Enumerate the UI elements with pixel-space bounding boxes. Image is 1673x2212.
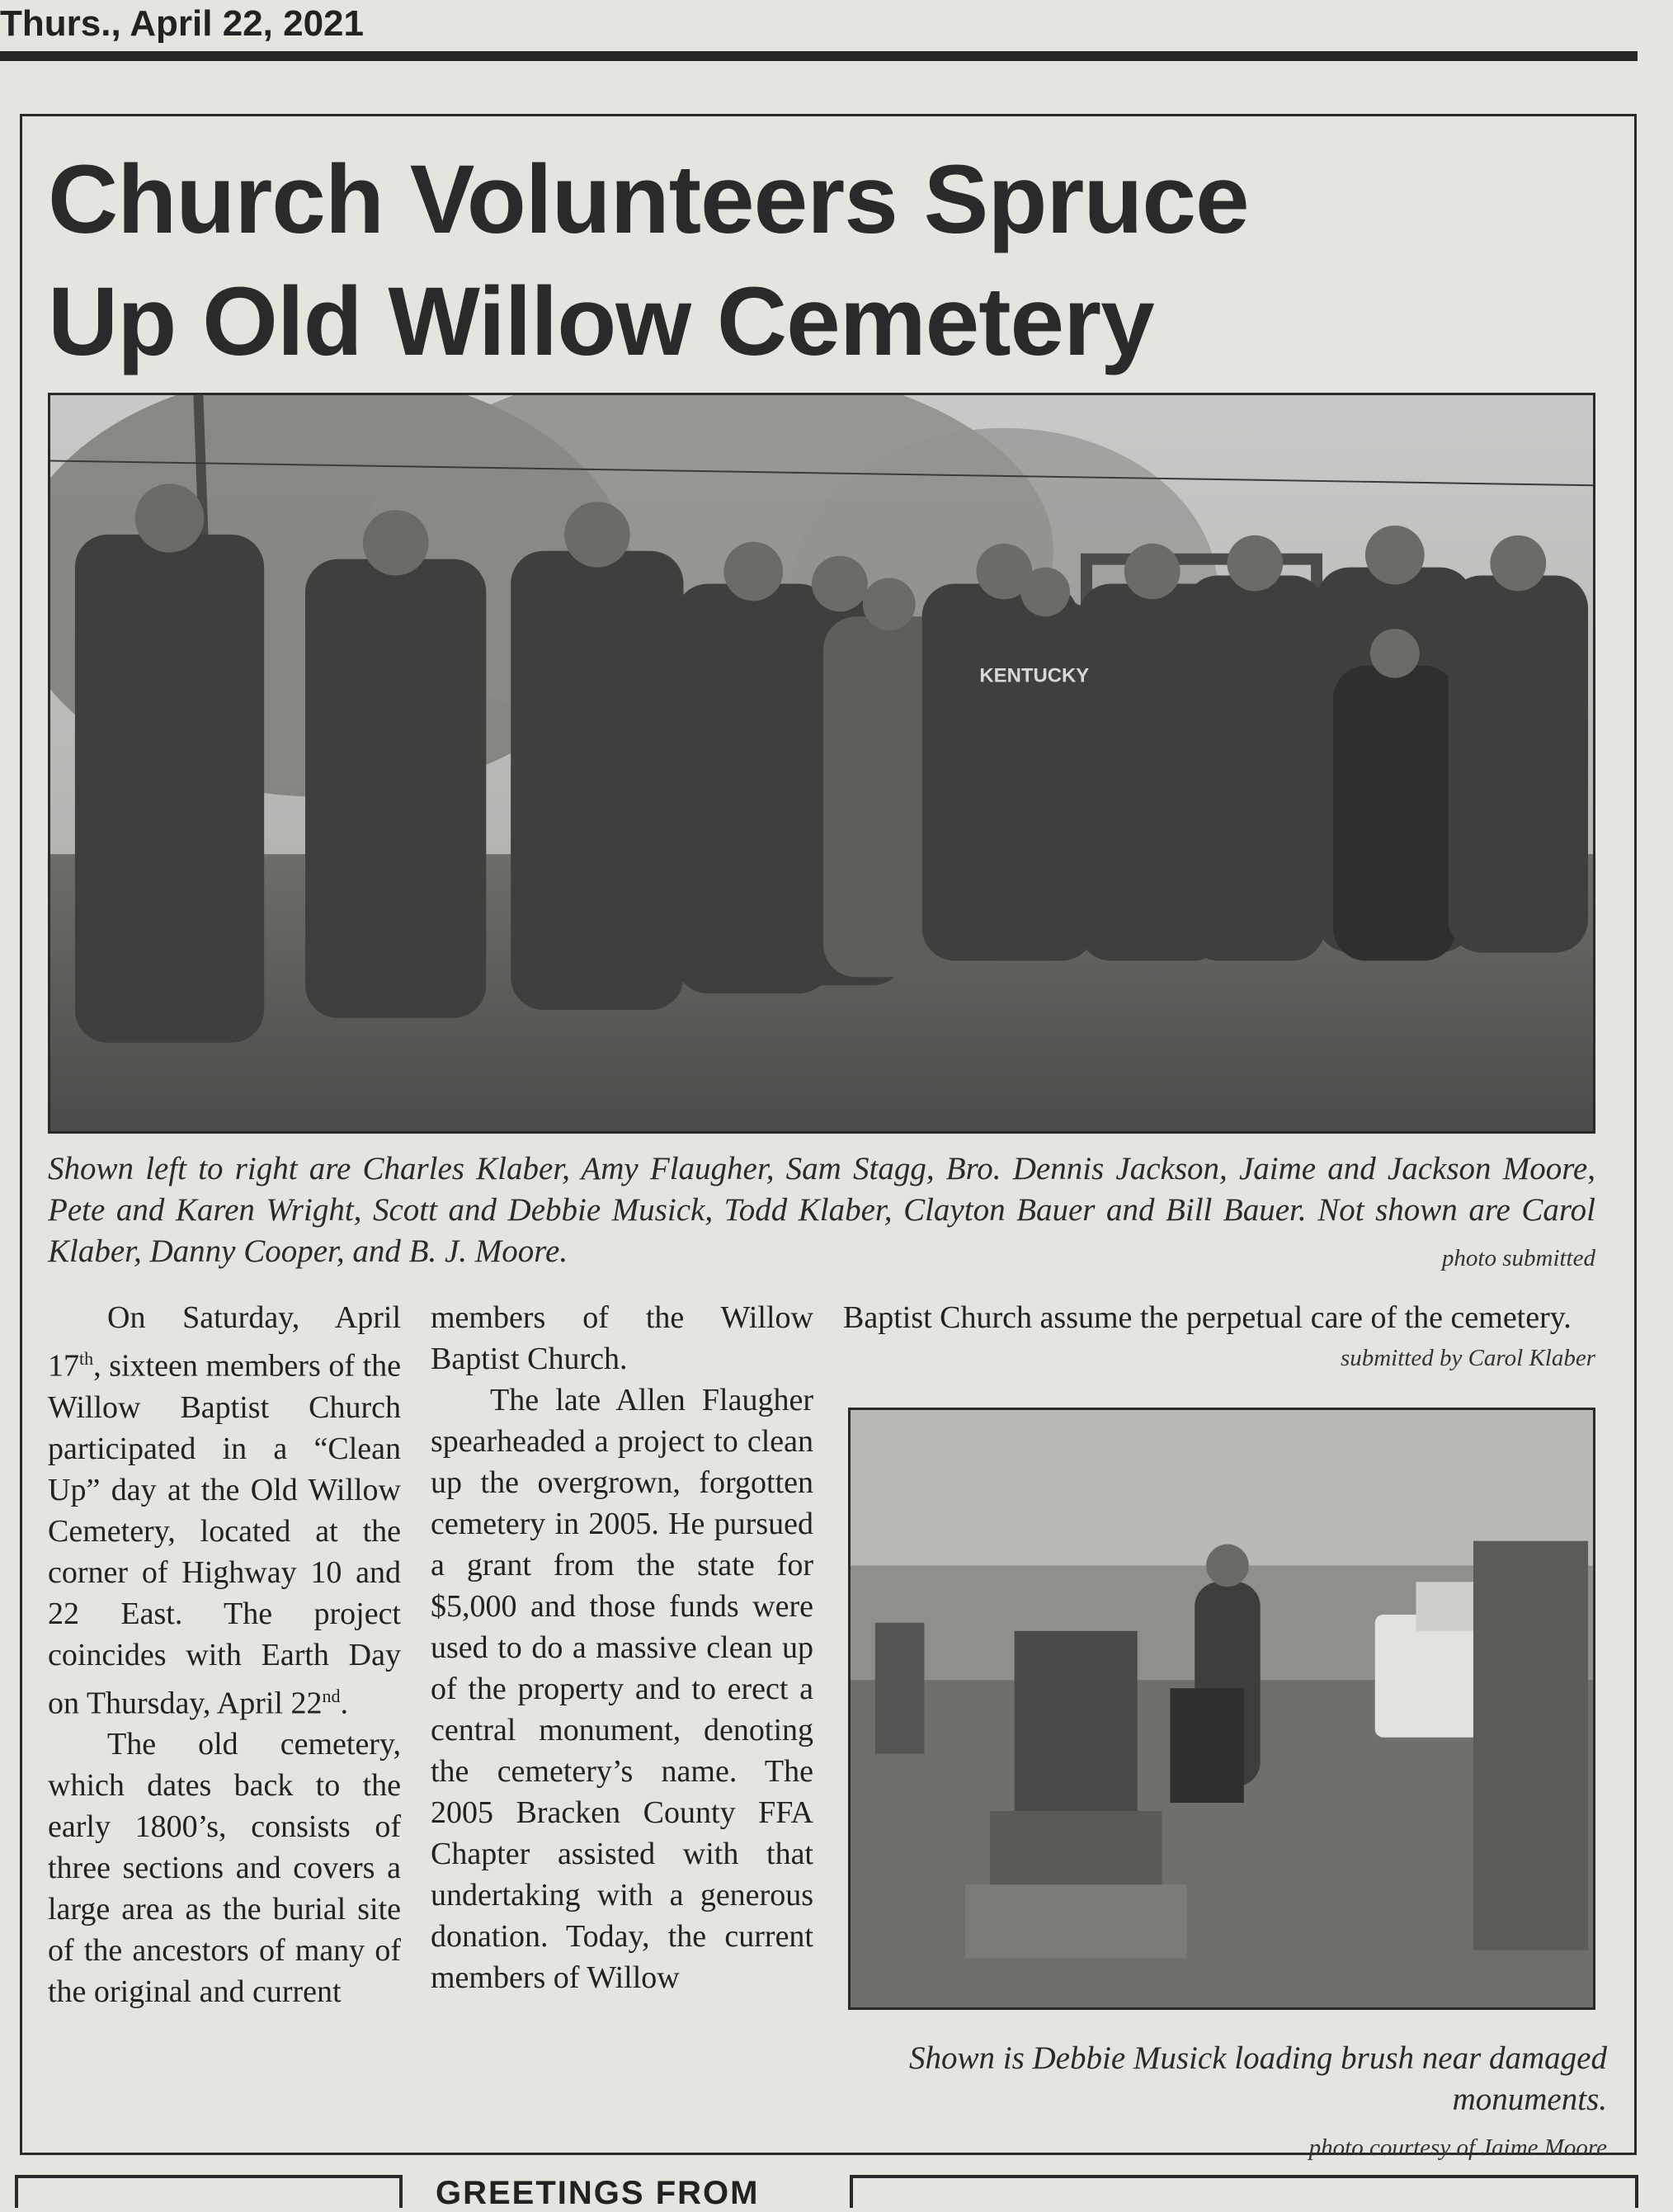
- article-column-3: [843, 1297, 1595, 1338]
- kentucky-shirt-text: KENTUCKY: [979, 664, 1090, 687]
- article-paragraph-1: On Saturday, April 17th, sixteen members of the Willow Baptist Church participated in a “Clean Up” day at the Old Willow Cemetery, located at the corner of Highway 10 and 22 East. The project coincides with Earth Day on Thursday, April 22nd.: [48, 1300, 401, 1721]
- group-photo-caption: [48, 1148, 1595, 1279]
- article-paragraph-3: The late Allen Flaugher spearheaded a project to clean up the overgrown, forgotten cemetery in 2005. He pursued a grant from the state for $5,000 and those funds were used to do a massive clean up of the property and to erect a central monument, denoting the cemetery’s name. The 2005 Bracken County FFA Chapter assisted with that undertaking with a generous donation. Today, the current members of Willow: [431, 1383, 813, 1995]
- cemetery-photo-credit: photo courtesy of Jaime Moore: [1308, 2134, 1607, 2161]
- bottom-heading: GREETINGS FROM: [436, 2175, 760, 2211]
- article-paragraph-2-continued: members of the Willow Baptist Church.: [431, 1300, 813, 1376]
- top-rule: [0, 51, 1638, 61]
- article-paragraph-2: The old cemetery, which dates back to the early 1800’s, consists of three sections and covers a large area as the burial site of the ancestors of many of the original and current: [48, 1727, 401, 2010]
- group-photo-credit: photo submitted: [1441, 1245, 1595, 1271]
- headline: [48, 139, 1615, 383]
- cemetery-photo-caption-text: Shown is Debbie Musick loading brush near damaged monuments.: [908, 2040, 1607, 2117]
- article-column-1: [48, 1297, 401, 2012]
- headline-line-2: Up Old Willow Cemetery: [48, 267, 1154, 376]
- cemetery-photo: [848, 1408, 1595, 2010]
- headline-line-1: Church Volunteers Spruce: [48, 145, 1249, 254]
- bottom-ad-box-right: [850, 2175, 1638, 2208]
- article-column-2: [431, 1297, 813, 1998]
- submitted-by-credit: submitted by Carol Klaber: [1340, 1345, 1595, 1371]
- bottom-ad-box-left: [15, 2175, 403, 2208]
- group-photo-caption-text: Shown left to right are Charles Klaber, Amy Flaugher, Sam Stagg, Bro. Dennis Jackson, Jaime and Jackson Moore, Pete and Karen Wright, Scott and Debbie Musick, Todd Klaber, Clayton Bauer and Bill Bauer. Not shown are Carol Klaber, Danny Cooper, and B. J. Moore.: [48, 1151, 1595, 1269]
- cemetery-photo-caption: [848, 2038, 1607, 2168]
- dateline: Thurs., April 22, 2021: [0, 3, 364, 44]
- article-paragraph-3-continued: Baptist Church assume the perpetual care of the cemetery.: [843, 1300, 1572, 1335]
- group-photo: [48, 393, 1595, 1134]
